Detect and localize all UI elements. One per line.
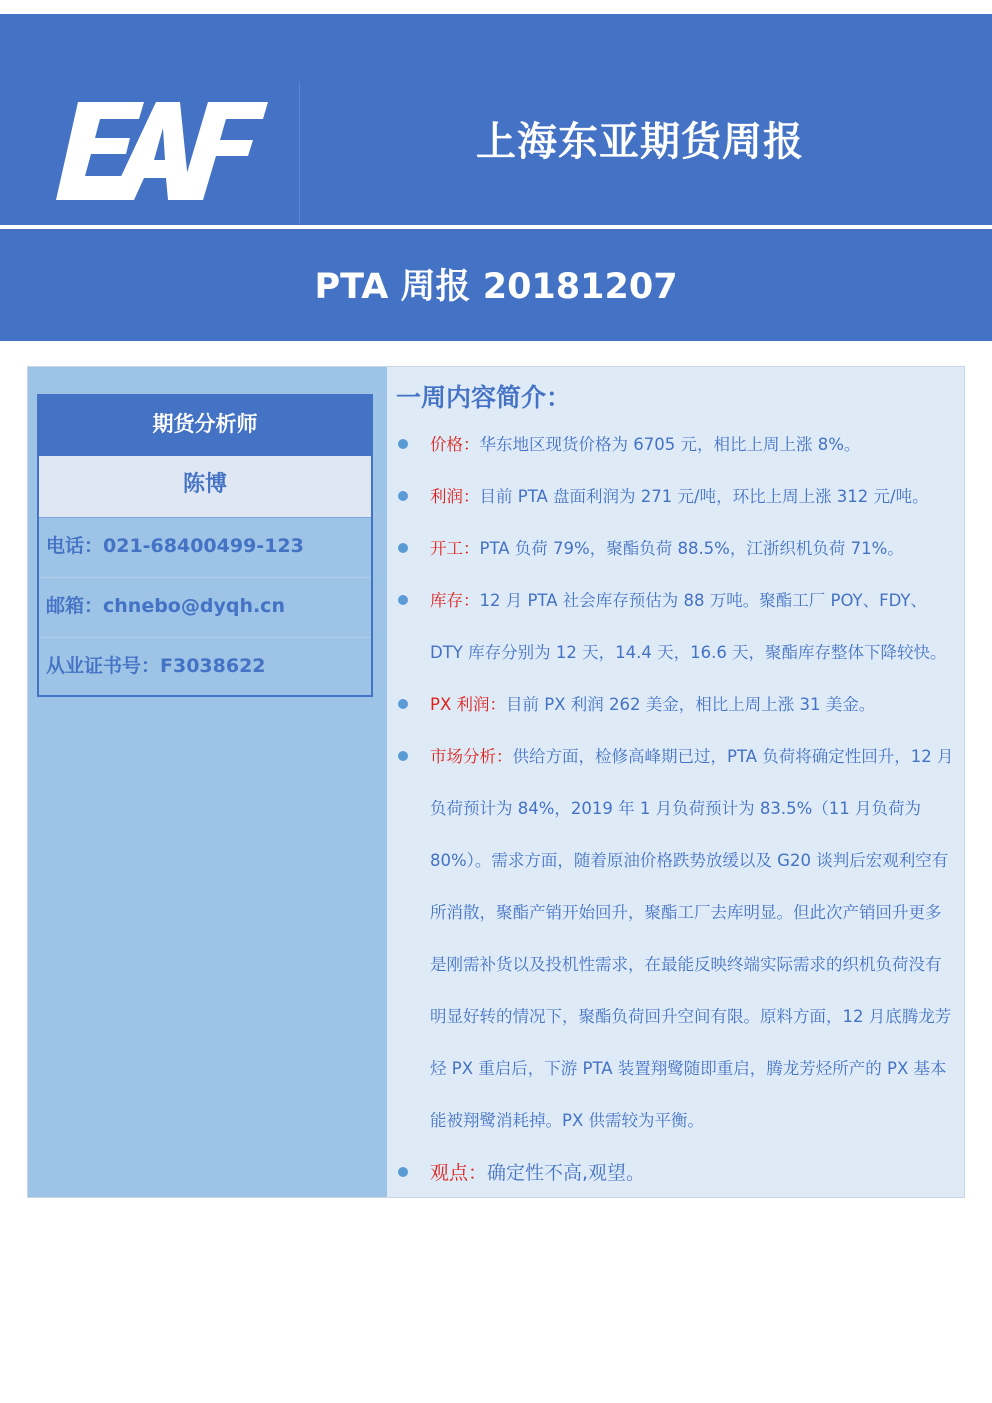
header-divider <box>299 82 300 225</box>
content-panel <box>27 366 965 1198</box>
bullet-icon <box>398 543 408 553</box>
report-title-bar <box>0 229 992 341</box>
analyst-email: 邮箱：chnebo@dyqh.cn <box>39 578 371 638</box>
summary-item-profit <box>387 471 964 523</box>
analyst-heading: 期货分析师 <box>39 396 371 456</box>
item-text: 供给方面，检修高峰期已过，PTA 负荷将确定性回升，12 月负荷预计为 84%，2019 年 1 月负荷预计为 83.5%（11 月负荷为 80%）。需求方面，随着原油价格跌势放缓以及 G20 谈判后宏观利空有所消散，聚酯产销开始回升，聚酯工厂去库明显。但此次产销回升更多是刚需补货以及投机性需求，在最能反映终端实际需求的织机负荷没有明显好转的情况下，聚酯负荷回升空间有限。原料方面，12 月底腾龙芳烃 PX 重启后，下游 PTA 装置翔鹭随即重启，腾龙芳烃所产的 PX 基本能被翔鹭消耗掉。PX 供需较为平衡。 <box>430 747 954 1130</box>
item-label: 开工： <box>430 539 480 558</box>
bullet-icon <box>398 751 408 761</box>
item-label: 观点： <box>430 1162 488 1184</box>
item-label: 库存： <box>430 591 480 610</box>
header-banner <box>0 14 992 225</box>
bullet-icon <box>398 491 408 501</box>
analyst-name: 陈博 <box>39 456 371 518</box>
item-label: 价格： <box>430 435 480 454</box>
item-text: 目前 PX 利润 262 美金，相比上周上涨 31 美金。 <box>506 695 876 714</box>
item-text: PTA 负荷 79%，聚酯负荷 88.5%，江浙织机负荷 71%。 <box>479 539 904 558</box>
item-text: 12 月 PTA 社会库存预估为 88 万吨。聚酯工厂 POY、FDY、DTY 库存分别为 12 天，14.4 天，16.6 天，聚酯库存整体下降较快。 <box>430 591 947 662</box>
bullet-icon <box>398 595 408 605</box>
summary-item-operating-rate <box>387 523 964 575</box>
summary-item-inventory <box>387 575 964 679</box>
publication-title: 上海东亚期货周报 <box>476 119 804 165</box>
summary-column <box>387 367 964 1197</box>
item-label: PX 利润： <box>430 695 506 714</box>
bullet-icon <box>398 1167 408 1177</box>
item-text: 确定性不高,观望。 <box>487 1162 646 1184</box>
item-label: 市场分析： <box>430 747 513 766</box>
bullet-icon <box>398 699 408 709</box>
analyst-license: 从业证书号：F3038622 <box>46 655 266 677</box>
analyst-card <box>37 394 373 697</box>
summary-item-market-analysis <box>387 731 964 1147</box>
item-text: 华东地区现货价格为 6705 元，相比上周上涨 8%。 <box>479 435 861 454</box>
bullet-icon <box>398 439 408 449</box>
summary-item-px-profit <box>387 679 964 731</box>
item-text: 目前 PTA 盘面利润为 271 元/吨，环比上周上涨 312 元/吨。 <box>479 487 929 506</box>
summary-item-view <box>387 1147 964 1199</box>
report-title: PTA 周报 20181207 <box>314 267 678 307</box>
eaf-logo <box>56 92 276 210</box>
item-label: 利润： <box>430 487 480 506</box>
left-column <box>28 367 387 1197</box>
summary-list <box>387 419 964 1199</box>
summary-item-price <box>387 419 964 471</box>
summary-heading: 一周内容简介： <box>396 383 572 412</box>
analyst-phone: 电话：021-68400499-123 <box>39 518 371 578</box>
